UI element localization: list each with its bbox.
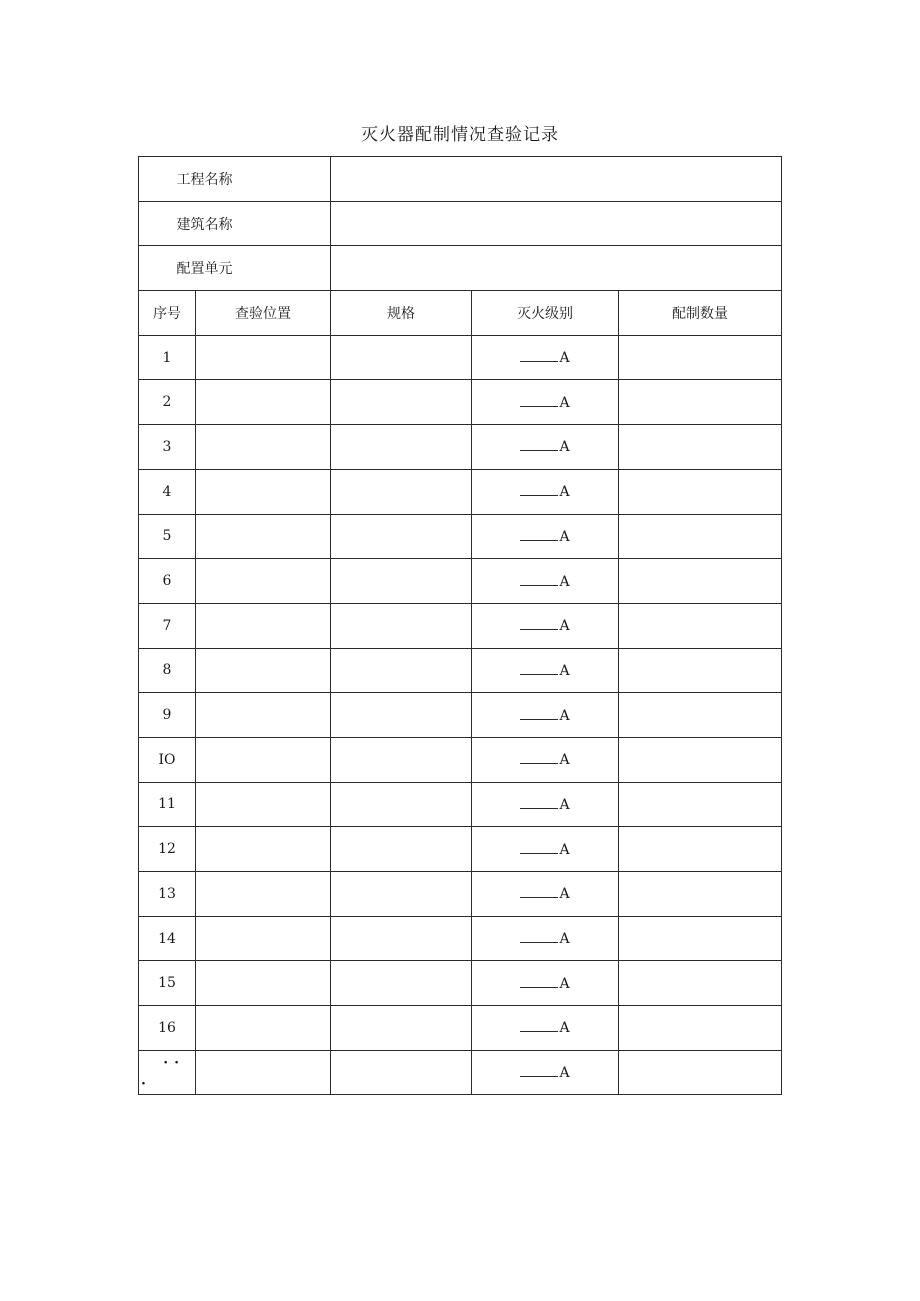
grade-unit: A xyxy=(559,573,570,590)
grade-unit: A xyxy=(559,752,570,769)
grade-unit: A xyxy=(559,975,570,992)
building-name-label: 建筑名称 xyxy=(139,201,331,246)
table-row xyxy=(139,648,782,693)
seq-cell: 6 xyxy=(139,559,196,604)
quantity-cell[interactable] xyxy=(619,380,782,425)
quantity-cell[interactable] xyxy=(619,559,782,604)
seq-cell: 16 xyxy=(139,1006,196,1051)
location-cell[interactable] xyxy=(196,425,331,470)
grade-cell[interactable] xyxy=(472,603,619,648)
grade-blank-line xyxy=(520,707,558,720)
table-row xyxy=(139,559,782,604)
table-row xyxy=(139,961,782,1006)
grade-unit: A xyxy=(559,528,570,545)
config-unit-value[interactable] xyxy=(331,246,782,291)
table-row xyxy=(139,1006,782,1051)
project-name-value[interactable] xyxy=(331,157,782,202)
table-row xyxy=(139,872,782,917)
grade-blank-line xyxy=(520,573,558,586)
grade-unit: A xyxy=(559,618,570,635)
location-cell[interactable] xyxy=(196,737,331,782)
spec-cell[interactable] xyxy=(331,1050,472,1095)
grade-unit: A xyxy=(559,1020,570,1037)
location-cell[interactable] xyxy=(196,916,331,961)
building-name-row xyxy=(139,201,782,246)
spec-cell[interactable] xyxy=(331,693,472,738)
spec-cell[interactable] xyxy=(331,603,472,648)
seq-cell-ellipsis xyxy=(139,1050,196,1095)
seq-cell: 13 xyxy=(139,872,196,917)
config-unit-row xyxy=(139,246,782,291)
grade-blank-line xyxy=(520,617,558,630)
grade-cell[interactable] xyxy=(472,1050,619,1095)
quantity-cell[interactable] xyxy=(619,335,782,380)
grade-blank-line xyxy=(520,841,558,854)
quantity-cell[interactable] xyxy=(619,514,782,559)
quantity-cell[interactable] xyxy=(619,916,782,961)
config-unit-label: 配置单元 xyxy=(139,246,331,291)
spec-cell[interactable] xyxy=(331,514,472,559)
grade-cell[interactable] xyxy=(472,380,619,425)
table-row xyxy=(139,514,782,559)
seq-cell: 8 xyxy=(139,648,196,693)
grade-cell[interactable] xyxy=(472,648,619,693)
grade-cell[interactable] xyxy=(472,514,619,559)
spec-cell[interactable] xyxy=(331,827,472,872)
grade-blank-line xyxy=(520,1019,558,1032)
quantity-cell[interactable] xyxy=(619,648,782,693)
inspection-record-table xyxy=(138,156,782,1095)
spec-cell[interactable] xyxy=(331,961,472,1006)
seq-cell: 12 xyxy=(139,827,196,872)
quantity-cell[interactable] xyxy=(619,1050,782,1095)
spec-cell[interactable] xyxy=(331,916,472,961)
grade-cell[interactable] xyxy=(472,872,619,917)
grade-cell[interactable] xyxy=(472,827,619,872)
location-cell[interactable] xyxy=(196,335,331,380)
ellipsis-dots-bottom: · xyxy=(141,1076,146,1093)
seq-cell: 3 xyxy=(139,425,196,470)
grade-unit: A xyxy=(559,707,570,724)
location-cell[interactable] xyxy=(196,1050,331,1095)
page-title: 灭火器配制情况查验记录 xyxy=(361,125,559,145)
location-cell[interactable] xyxy=(196,1006,331,1051)
spec-cell[interactable] xyxy=(331,648,472,693)
quantity-cell[interactable] xyxy=(619,961,782,1006)
table-row xyxy=(139,469,782,514)
grade-blank-line xyxy=(520,528,558,541)
spec-cell[interactable] xyxy=(331,1006,472,1051)
grade-unit: A xyxy=(559,931,570,948)
data-rows xyxy=(139,335,782,1050)
header-row xyxy=(139,291,782,336)
col-header-grade: 灭火级别 xyxy=(472,291,619,336)
grade-cell[interactable] xyxy=(472,737,619,782)
grade-blank-line xyxy=(520,885,558,898)
grade-cell[interactable] xyxy=(472,335,619,380)
spec-cell[interactable] xyxy=(331,782,472,827)
grade-blank-line xyxy=(520,930,558,943)
location-cell[interactable] xyxy=(196,782,331,827)
location-cell[interactable] xyxy=(196,380,331,425)
spec-cell[interactable] xyxy=(331,469,472,514)
seq-cell: 4 xyxy=(139,469,196,514)
spec-cell[interactable] xyxy=(331,559,472,604)
seq-cell: 9 xyxy=(139,693,196,738)
grade-blank-line xyxy=(520,349,558,362)
grade-unit: A xyxy=(559,1065,570,1082)
grade-blank-line xyxy=(520,483,558,496)
quantity-cell[interactable] xyxy=(619,827,782,872)
grade-cell[interactable] xyxy=(472,425,619,470)
grade-unit: A xyxy=(559,350,570,367)
grade-blank-line xyxy=(520,394,558,407)
location-cell[interactable] xyxy=(196,827,331,872)
location-cell[interactable] xyxy=(196,559,331,604)
seq-cell: 11 xyxy=(139,782,196,827)
ellipsis-row xyxy=(139,1050,782,1095)
spec-cell[interactable] xyxy=(331,425,472,470)
quantity-cell[interactable] xyxy=(619,737,782,782)
project-name-row xyxy=(139,157,782,202)
location-cell[interactable] xyxy=(196,648,331,693)
grade-unit: A xyxy=(559,394,570,411)
location-cell[interactable] xyxy=(196,514,331,559)
table-row xyxy=(139,782,782,827)
grade-blank-line xyxy=(520,975,558,988)
spec-cell[interactable] xyxy=(331,335,472,380)
grade-unit: A xyxy=(559,484,570,501)
grade-blank-line xyxy=(520,751,558,764)
project-name-label: 工程名称 xyxy=(139,157,331,202)
grade-unit: A xyxy=(559,796,570,813)
table-row xyxy=(139,425,782,470)
seq-cell: 2 xyxy=(139,380,196,425)
grade-blank-line xyxy=(520,662,558,675)
table-row xyxy=(139,335,782,380)
grade-cell[interactable] xyxy=(472,693,619,738)
table-row xyxy=(139,737,782,782)
location-cell[interactable] xyxy=(196,469,331,514)
col-header-seq: 序号 xyxy=(139,291,196,336)
grade-cell[interactable] xyxy=(472,559,619,604)
grade-blank-line xyxy=(520,438,558,451)
ellipsis-dots-top: ·· xyxy=(163,1054,185,1071)
seq-cell: 7 xyxy=(139,603,196,648)
grade-cell[interactable] xyxy=(472,782,619,827)
grade-unit: A xyxy=(559,662,570,679)
location-cell[interactable] xyxy=(196,693,331,738)
grade-unit: A xyxy=(559,439,570,456)
col-header-location: 查验位置 xyxy=(196,291,331,336)
quantity-cell[interactable] xyxy=(619,782,782,827)
grade-blank-line xyxy=(520,1064,558,1077)
grade-cell[interactable] xyxy=(472,961,619,1006)
quantity-cell[interactable] xyxy=(619,1006,782,1051)
table-row xyxy=(139,380,782,425)
table-row xyxy=(139,693,782,738)
quantity-cell[interactable] xyxy=(619,425,782,470)
seq-cell: 14 xyxy=(139,916,196,961)
building-name-value[interactable] xyxy=(331,201,782,246)
location-cell[interactable] xyxy=(196,603,331,648)
grade-unit: A xyxy=(559,841,570,858)
quantity-cell[interactable] xyxy=(619,603,782,648)
quantity-cell[interactable] xyxy=(619,693,782,738)
spec-cell[interactable] xyxy=(331,737,472,782)
grade-unit: A xyxy=(559,886,570,903)
grade-cell[interactable] xyxy=(472,916,619,961)
seq-cell: 1 xyxy=(139,335,196,380)
table-row xyxy=(139,916,782,961)
location-cell[interactable] xyxy=(196,961,331,1006)
location-cell[interactable] xyxy=(196,872,331,917)
table-row xyxy=(139,603,782,648)
seq-cell: 5 xyxy=(139,514,196,559)
spec-cell[interactable] xyxy=(331,380,472,425)
spec-cell[interactable] xyxy=(331,872,472,917)
grade-cell[interactable] xyxy=(472,1006,619,1051)
col-header-spec: 规格 xyxy=(331,291,472,336)
col-header-quantity: 配制数量 xyxy=(619,291,782,336)
quantity-cell[interactable] xyxy=(619,872,782,917)
quantity-cell[interactable] xyxy=(619,469,782,514)
grade-cell[interactable] xyxy=(472,469,619,514)
table-row xyxy=(139,827,782,872)
grade-blank-line xyxy=(520,796,558,809)
seq-cell: IO xyxy=(139,737,196,782)
seq-cell: 15 xyxy=(139,961,196,1006)
